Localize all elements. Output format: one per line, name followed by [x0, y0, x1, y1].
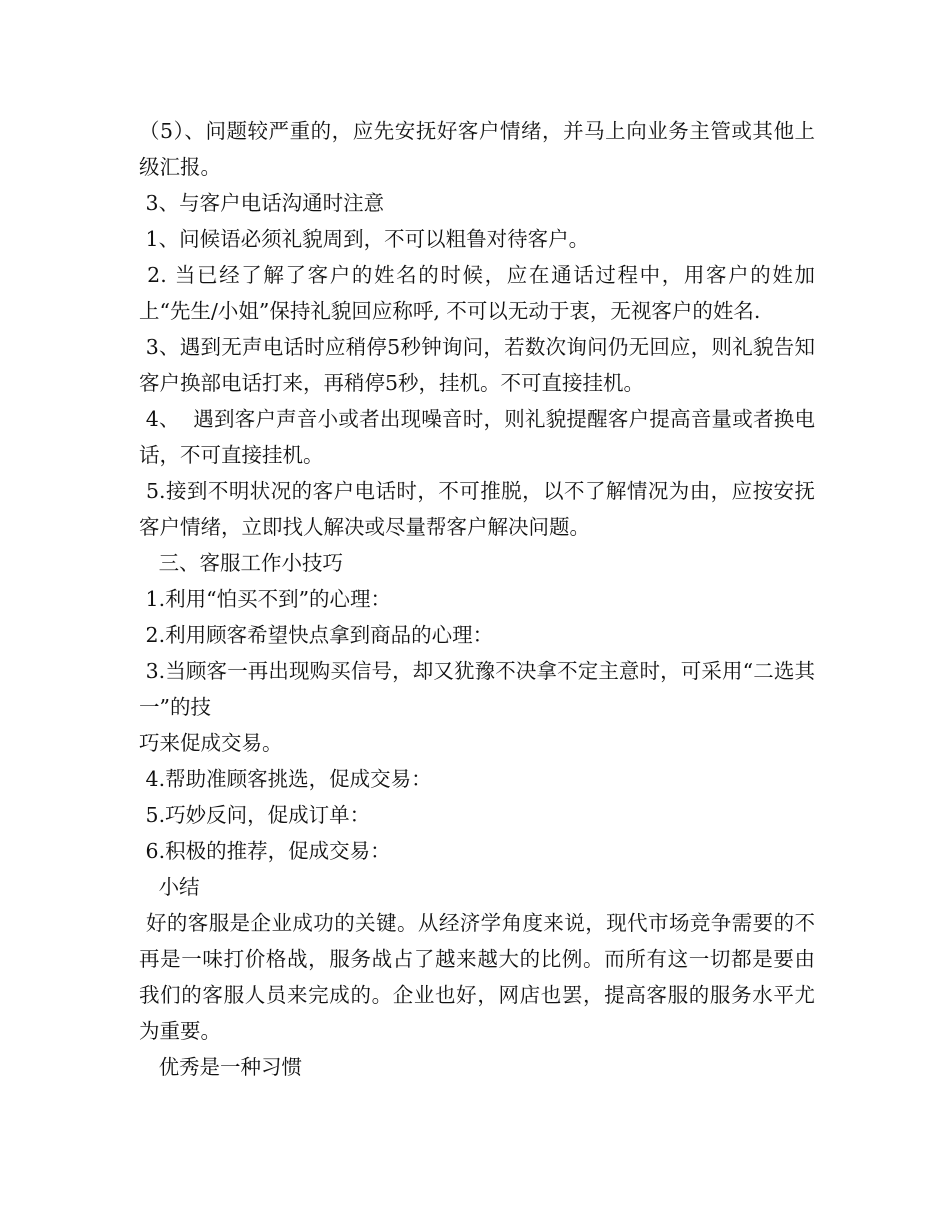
- list-item: 2. 当已经了解了客户的姓名的时候，应在通话过程中，用客户的姓加上“先生/小姐”保持礼貌回应称呼, 不可以无动于衷，无视客户的姓名.: [139, 263, 815, 323]
- list-item: 1.利用“怕买不到”的心理：: [139, 587, 392, 611]
- document-body: [139, 113, 815, 1085]
- section-heading-tips: 三、客服工作小技巧: [139, 551, 344, 575]
- list-item: 4、 遇到客户声音小或者出现噪音时，则礼貌提醒客户提高音量或者换电话，不可直接挂机。: [139, 407, 815, 467]
- section-heading-phone-etiquette: 3、与客户电话沟通时注意: [139, 191, 385, 215]
- section-heading-excellence: 优秀是一种习惯: [139, 1055, 303, 1079]
- list-item-continuation: 巧来促成交易。: [139, 731, 283, 755]
- summary-paragraph: 好的客服是企业成功的关键。从经济学角度来说，现代市场竞争需要的不再是一味打价格战，服务战占了越来越大的比例。而所有这一切都是要由我们的客服人员来完成的。企业也好，网店也罢，提高客服的服务水平尤为重要。: [139, 911, 815, 1043]
- list-item: 3、遇到无声电话时应稍停5秒钟询问，若数次询问仍无回应，则礼貌告知客户换部电话打来，再稍停5秒，挂机。不可直接挂机。: [139, 335, 815, 395]
- list-item: 4.帮助准顾客挑选，促成交易：: [139, 767, 432, 791]
- list-item: 1、问候语必须礼貌周到，不可以粗鲁对待客户。: [139, 227, 590, 251]
- list-item: 5.巧妙反问，促成订单：: [139, 803, 371, 827]
- list-item: 5.接到不明状况的客户电话时，不可推脱，以不了解情况为由，应按安抚客户情绪，立即找人解决或尽量帮客户解决问题。: [139, 479, 815, 539]
- list-item: 6.积极的推荐，促成交易：: [139, 839, 391, 863]
- paragraph-escalation-note: （5）、问题较严重的，应先安抚好客户情绪，并马上向业务主管或其他上级汇报。: [139, 119, 815, 179]
- list-item: 3.当顾客一再出现购买信号，却又犹豫不决拿不定主意时，可采用“二选其一”的技: [139, 659, 815, 719]
- section-heading-summary: 小结: [139, 875, 200, 899]
- list-item: 2.利用顾客希望快点拿到商品的心理：: [139, 623, 494, 647]
